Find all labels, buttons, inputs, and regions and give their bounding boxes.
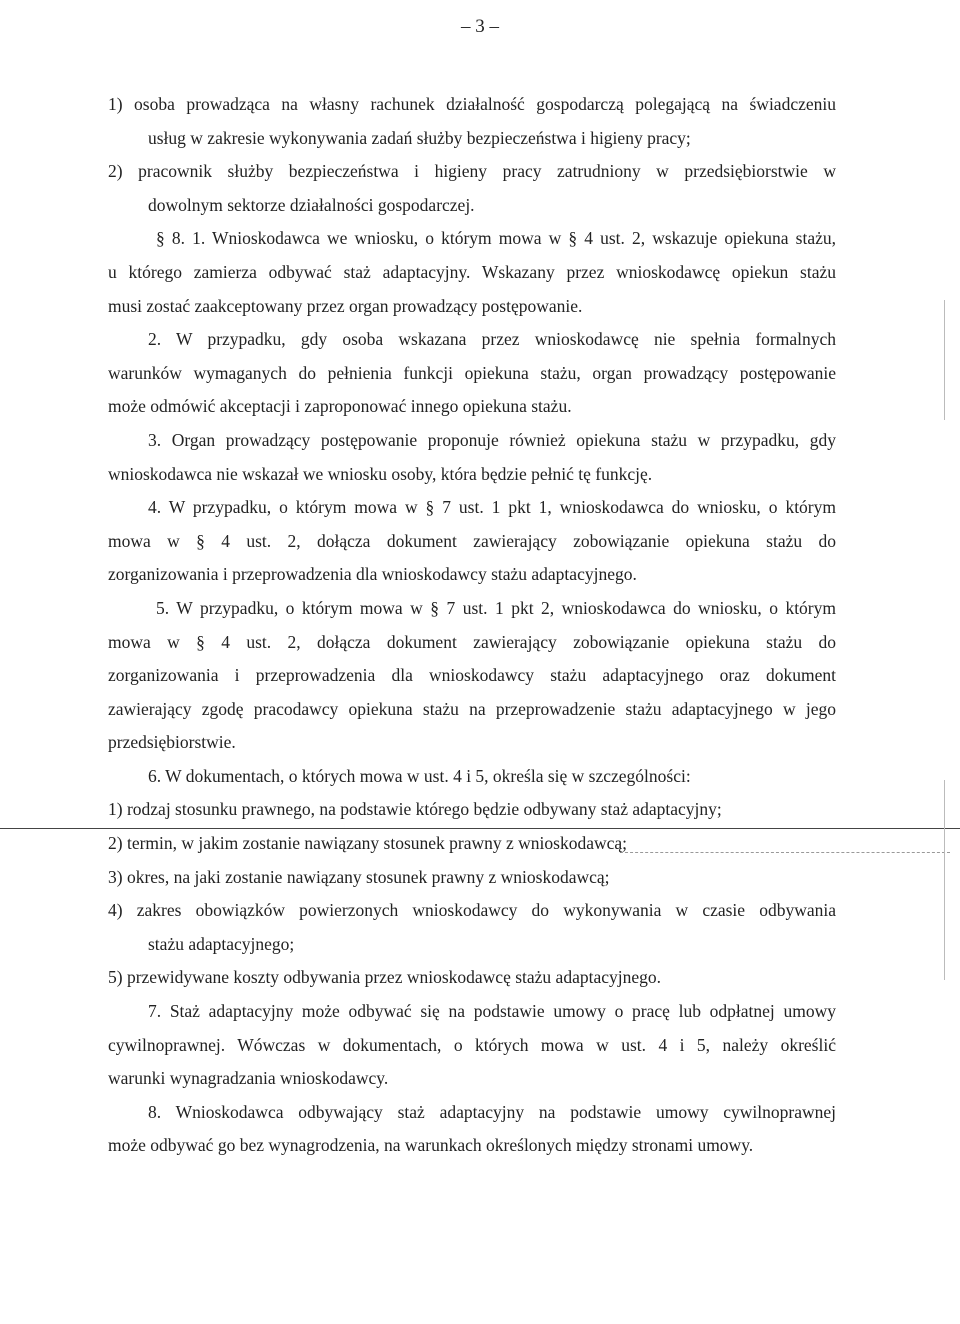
text-line: warunków wymaganych do pełnienia funkcji opiekuna stażu, organ prowadzący postępowanie <box>108 362 836 383</box>
text-line: 2) pracownik służby bezpieczeństwa i higieny pracy zatrudniony w przedsiębiorstwie w <box>108 161 836 182</box>
scan-edge-mark <box>944 780 945 980</box>
text-line: wnioskodawca nie wskazał we wniosku osoby, która będzie pełnić tę funkcję. <box>108 463 653 484</box>
text-line: zorganizowania i przeprowadzenia dla wnioskodawcy stażu adaptacyjnego. <box>108 564 637 585</box>
text-line: może odmówić akceptacji i zaproponować innego opiekuna stażu. <box>108 396 572 417</box>
text-line: mowa w § 4 ust. 2, dołącza dokument zawierający zobowiązanie opiekuna stażu do <box>108 530 836 551</box>
text-line: przedsiębiorstwie. <box>108 732 236 753</box>
text-line: 7. Staż adaptacyjny może odbywać się na podstawie umowy o pracę lub odpłatnej umowy <box>148 1001 836 1022</box>
text-line: 4. W przypadku, o którym mowa w § 7 ust. 1 pkt 1, wnioskodawca do wniosku, o którym <box>148 497 836 518</box>
scan-edge-mark <box>944 300 945 420</box>
text-line: 3) okres, na jaki zostanie nawiązany stosunek prawny z wnioskodawcą; <box>108 866 610 887</box>
text-line: zorganizowania i przeprowadzenia dla wnioskodawcy stażu adaptacyjnego oraz dokument <box>108 665 836 686</box>
text-line: 2. W przypadku, gdy osoba wskazana przez wnioskodawcę nie spełnia formalnych <box>148 329 836 350</box>
text-line: 6. W dokumentach, o których mowa w ust. 4 i 5, określa się w szczególności: <box>148 765 691 786</box>
text-line: może odbywać go bez wynagrodzenia, na warunkach określonych między stronami umowy. <box>108 1135 754 1156</box>
text-line: usług w zakresie wykonywania zadań służby bezpieczeństwa i higieny pracy; <box>148 127 691 148</box>
text-line: u którego zamierza odbywać staż adaptacyjny. Wskazany przez wnioskodawcę opiekun stażu <box>108 261 836 282</box>
text-line: 5. W przypadku, o którym mowa w § 7 ust. 1 pkt 2, wnioskodawca do wniosku, o którym <box>156 597 836 618</box>
text-line: musi zostać zaakceptowany przez organ prowadzący postępowanie. <box>108 295 583 316</box>
text-line: warunki wynagradzania wnioskodawcy. <box>108 1068 389 1089</box>
text-line: stażu adaptacyjnego; <box>148 933 295 954</box>
text-line: 2) termin, w jakim zostanie nawiązany stosunek prawny z wnioskodawcą; <box>108 833 628 854</box>
page-number: – 3 – <box>461 16 499 37</box>
document-body <box>108 88 836 1163</box>
text-line: 8. Wnioskodawca odbywający staż adaptacyjny na podstawie umowy cywilnoprawnej <box>148 1101 836 1122</box>
text-line: § 8. 1. Wnioskodawca we wniosku, o którym mowa w § 4 ust. 2, wskazuje opiekuna stażu, <box>156 228 836 249</box>
text-line: zawierający zgodę pracodawcy opiekuna stażu na przeprowadzenie stażu adaptacyjnego w jego <box>108 698 836 719</box>
text-line: mowa w § 4 ust. 2, dołącza dokument zawierający zobowiązanie opiekuna stażu do <box>108 631 836 652</box>
text-line: 1) osoba prowadząca na własny rachunek działalność gospodarczą polegającą na świadczeniu <box>108 94 836 114</box>
text-line: 1) rodzaj stosunku prawnego, na podstawie którego będzie odbywany staż adaptacyjny; <box>108 799 722 820</box>
text-line: dowolnym sektorze działalności gospodarczej. <box>148 194 475 215</box>
text-line: cywilnoprawnej. Wówczas w dokumentach, o których mowa w ust. 4 i 5, należy określić <box>108 1034 836 1055</box>
text-line: 4) zakres obowiązków powierzonych wnioskodawcy do wykonywania w czasie odbywania <box>108 900 836 921</box>
text-line: 5) przewidywane koszty odbywania przez wnioskodawcę stażu adaptacyjnego. <box>108 967 661 988</box>
text-line: 3. Organ prowadzący postępowanie proponuje również opiekuna stażu w przypadku, gdy <box>148 429 836 450</box>
